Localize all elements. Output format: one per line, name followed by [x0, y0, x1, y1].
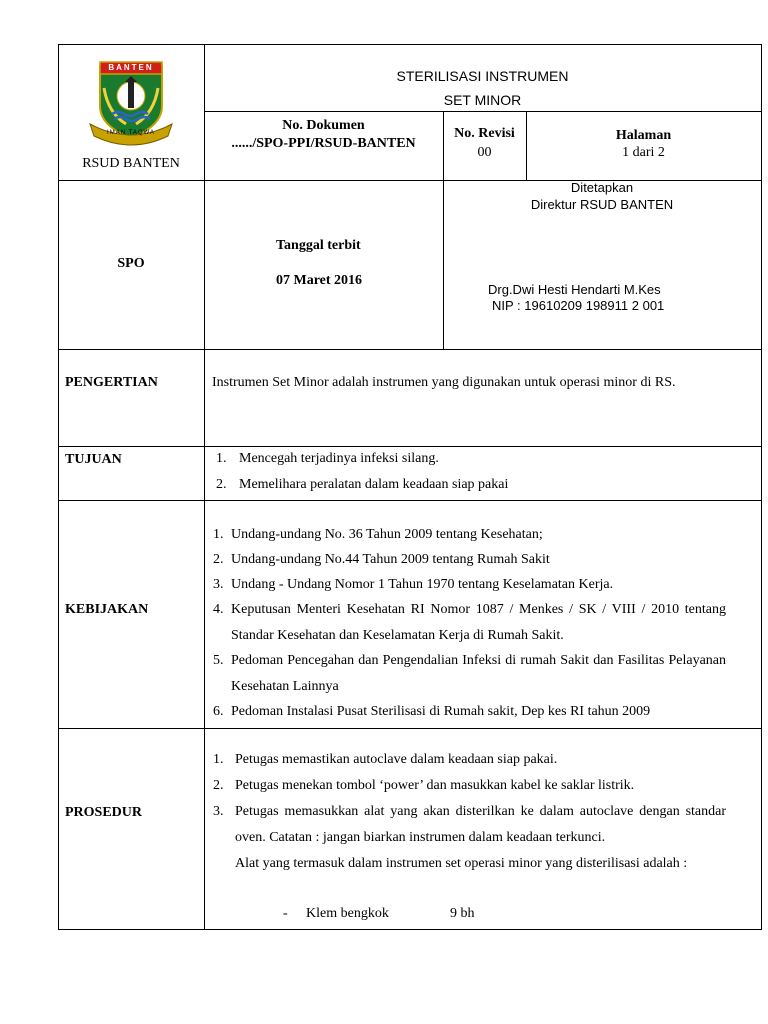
prosedur-continuation: Alat yang termasuk dalam instrumen set operasi minor yang disterilisasi adalah : — [235, 856, 688, 871]
kebijakan-item-2: Undang-undang No.44 Tahun 2009 tentang Rumah Sakit — [231, 552, 550, 567]
page-label: Halaman — [615, 128, 672, 143]
kebijakan-number-2: 2. — [213, 552, 224, 567]
kebijakan-number-3: 3. — [213, 577, 224, 592]
document-title-line1: STERILISASI INSTRUMEN — [396, 68, 569, 84]
logo-bottom-text: IMAN TAQWA — [107, 130, 155, 136]
spo-label: SPO — [117, 256, 145, 271]
banten-logo — [88, 58, 174, 146]
prosedur-sub-item-name: Klem bengkok — [306, 906, 389, 921]
director-nip: NIP : 19610209 198911 2 001 — [492, 298, 665, 313]
doc-number-label: No. Dokumen — [282, 118, 365, 133]
doc-number-value: ....../SPO-PPI/RSUD-BANTEN — [231, 136, 416, 151]
pengertian-label: PENGERTIAN — [65, 375, 158, 390]
tujuan-item-1: Mencegah terjadinya infeksi silang. — [239, 451, 439, 466]
kebijakan-item-5: Pedoman Pencegahan dan Pengendalian Infeksi di rumah Sakit dan Fasilitas Pelayanan Kesehatan Lainnya — [231, 653, 726, 694]
tujuan-item-2: Memelihara peralatan dalam keadaan siap pakai — [239, 477, 509, 492]
approved-by: Direktur RSUD BANTEN — [530, 197, 674, 212]
prosedur-item-3: Petugas memasukkan alat yang akan disterilkan ke dalam autoclave dengan standar oven. Catatan : jangan biarkan instrumen dalam keadaan terkunci. — [235, 804, 726, 845]
kebijakan-label: KEBIJAKAN — [65, 602, 149, 617]
director-name: Drg.Dwi Hesti Hendarti M.Kes — [488, 282, 661, 297]
prosedur-sub-bullet: - — [283, 906, 288, 921]
prosedur-number-3: 3. — [213, 804, 224, 819]
kebijakan-number-1: 1. — [213, 527, 224, 542]
tujuan-label: TUJUAN — [65, 452, 122, 467]
kebijakan-item-4: Keputusan Menteri Kesehatan RI Nomor 1087 / Menkes / SK / VIII / 2010 tentang Standar Kesehatan dan Keselamatan Kerja di Rumah Sakit. — [231, 602, 726, 643]
document-title-line2: SET MINOR — [443, 92, 522, 108]
issue-date-label: Tanggal terbit — [276, 238, 361, 253]
prosedur-number-1: 1. — [213, 752, 224, 767]
kebijakan-number-4: 4. — [213, 602, 224, 617]
kebijakan-number-5: 5. — [213, 653, 224, 668]
logo-top-text: BANTEN — [108, 63, 154, 72]
issue-date-value: 07 Maret 2016 — [276, 273, 363, 288]
prosedur-item-1: Petugas memastikan autoclave dalam keadaan siap pakai. — [235, 752, 558, 767]
kebijakan-item-3: Undang - Undang Nomor 1 Tahun 1970 tentang Keselamatan Kerja. — [231, 577, 614, 592]
prosedur-sub-item-qty: 9 bh — [450, 906, 475, 921]
hospital-name: RSUD BANTEN — [82, 156, 180, 171]
tujuan-number-2: 2. — [216, 477, 227, 492]
kebijakan-item-6: Pedoman Instalasi Pusat Sterilisasi di Rumah sakit, Dep kes RI tahun 2009 — [231, 704, 651, 719]
revision-label: No. Revisi — [454, 126, 515, 141]
pengertian-text: Instrumen Set Minor adalah instrumen yang digunakan untuk operasi minor di RS. — [212, 375, 676, 390]
revision-value: 00 — [477, 145, 492, 160]
tujuan-number-1: 1. — [216, 451, 227, 466]
kebijakan-item-1: Undang-undang No. 36 Tahun 2009 tentang Kesehatan; — [231, 527, 543, 542]
prosedur-number-2: 2. — [213, 778, 224, 793]
prosedur-item-2: Petugas menekan tombol ‘power’ dan masukkan kabel ke saklar listrik. — [235, 778, 635, 793]
approved-label: Ditetapkan — [570, 180, 634, 195]
page-value: 1 dari 2 — [622, 145, 665, 160]
kebijakan-number-6: 6. — [213, 704, 224, 719]
prosedur-label: PROSEDUR — [65, 805, 143, 820]
